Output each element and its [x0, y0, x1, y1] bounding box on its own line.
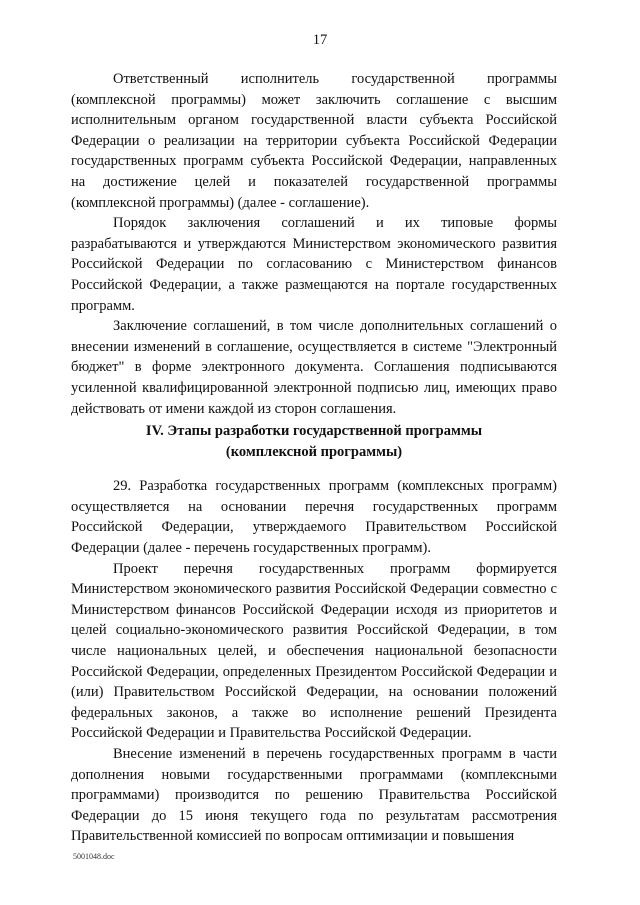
paragraph-29: 29. Разработка государственных программ (комплексных программ) осуществляется на основании перечня государственных программ Российской Федерации, утверждаемого Правительством Российской Федерации (далее - перечень государственных программ).: [71, 478, 557, 557]
section-heading-line-1: IV. Этапы разработки государственной программы: [145, 423, 483, 440]
paragraph-list-changes: Внесение изменений в перечень государственных программ в части дополнения новыми государственными программами (комплексными программами) производится по решению Правительства Российской Федерации до 15 июня текущего года по результатам рассмотрения Правительственной комиссией по вопросам оптимизации и повышения: [71, 746, 557, 845]
section-heading-line-2: (комплексной программы): [225, 443, 403, 460]
section-heading: [71, 419, 557, 476]
page-number: 17: [312, 32, 328, 48]
footer-filename: 5001048.doc: [73, 852, 115, 861]
paragraph-draft-list: Проект перечня государственных программ формируется Министерством экономического развития Российской Федерации совместно с Министерством финансов Российской Федерации исходя из приоритетов и целей социально-экономического развития Российской Федерации, в том числе национальных целей, и обеспечения национальной безопасности Российской Федерации, определенных Президентом Российской Федерации и (или) Правительством Российской Федерации, на основании положений федеральных законов, а также во исполнение решений Президента Российской Федерации и Правительства Российской Федерации.: [71, 560, 557, 742]
paragraph-agreement-electronic: Заключение соглашений, в том числе дополнительных соглашений о внесении изменений в соглашение, осуществляется в системе "Электронный бюджет" в форме электронного документа. Соглашения подписываются усиленной квалифицированной электронной подписью лиц, имеющих право действовать от имени каждой из сторон соглашения.: [71, 318, 557, 417]
paragraph-agreement: Ответственный исполнитель государственной программы (комплексной программы) может заключить соглашение с высшим исполнительным органом государственной власти субъекта Российской Федерации о реализации на территории субъекта Российской Федерации государственных программ субъекта Российской Федерации, направленных на достижение целей и показателей государственной программы (комплексной программы) (далее - соглашение).: [71, 71, 557, 211]
paragraph-agreement-procedure: Порядок заключения соглашений и их типовые формы разрабатываются и утверждаются Министерством экономического развития Российской Федерации по согласованию с Министерством финансов Российской Федерации, а также размещаются на портале государственных программ.: [71, 215, 557, 314]
document-body: [71, 69, 557, 847]
